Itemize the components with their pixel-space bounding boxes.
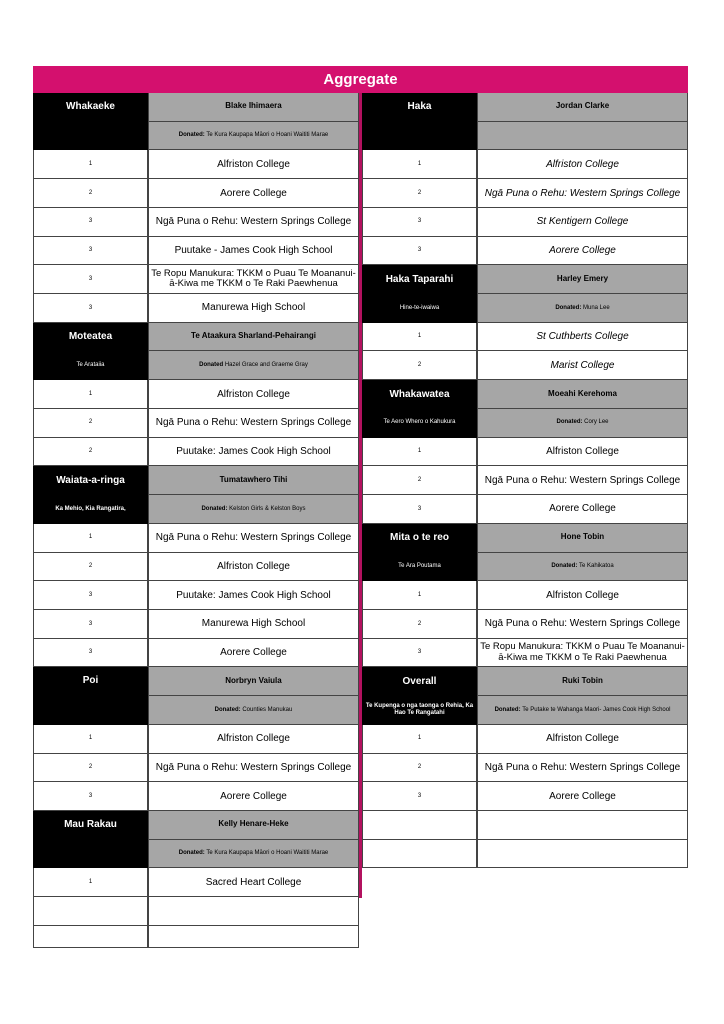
award-recipient: Ruki Tobin bbox=[477, 667, 688, 696]
result-row bbox=[362, 610, 688, 639]
empty-row bbox=[33, 897, 359, 926]
result-row bbox=[362, 754, 688, 783]
category-header bbox=[33, 811, 359, 840]
category-header bbox=[33, 323, 359, 352]
donated-label: Donated: bbox=[551, 563, 578, 570]
result-row bbox=[33, 610, 359, 639]
donor-name: Te Putake te Wahanga Maori- James Cook High School bbox=[522, 706, 671, 713]
placing: 2 bbox=[33, 754, 148, 783]
school-name: Te Ropu Manukura: TKKM o Puau Te Moananui-ā-Kiwa me TKKM o Te Raki Paewhenua bbox=[148, 265, 359, 294]
empty-row bbox=[362, 840, 688, 869]
item-name: Te Aero Whero o Kahukura bbox=[362, 409, 477, 438]
result-row bbox=[33, 782, 359, 811]
category-header bbox=[362, 380, 688, 409]
school-name: Puutake - James Cook High School bbox=[148, 237, 359, 266]
placing: 2 bbox=[33, 179, 148, 208]
item-name bbox=[362, 122, 477, 151]
empty-cell bbox=[33, 897, 148, 926]
category-name: Poi bbox=[33, 667, 148, 696]
result-row bbox=[33, 208, 359, 237]
placing: 1 bbox=[33, 524, 148, 553]
placing: 1 bbox=[33, 725, 148, 754]
school-name: Aorere College bbox=[148, 782, 359, 811]
donor-name: Counties Manukau bbox=[242, 706, 293, 713]
school-name: Alfriston College bbox=[148, 380, 359, 409]
award-recipient: Te Ataakura Sharland-Pehairangi bbox=[148, 323, 359, 352]
item-name: Te Ara Poutama bbox=[362, 553, 477, 582]
school-name: Ngā Puna o Rehu: Western Springs College bbox=[148, 524, 359, 553]
school-name: Ngā Puna o Rehu: Western Springs College bbox=[477, 610, 688, 639]
donor bbox=[148, 840, 359, 869]
placing: 3 bbox=[33, 208, 148, 237]
empty-cell bbox=[362, 840, 477, 869]
result-row bbox=[362, 438, 688, 467]
result-row bbox=[362, 323, 688, 352]
donated-label: Donated: bbox=[494, 706, 521, 713]
placing: 1 bbox=[362, 725, 477, 754]
result-row bbox=[362, 639, 688, 668]
category-donor-row bbox=[362, 409, 688, 438]
category-header bbox=[33, 93, 359, 122]
category-name: Mau Rakau bbox=[33, 811, 148, 840]
donor bbox=[148, 122, 359, 151]
placing: 1 bbox=[362, 323, 477, 352]
donor-name: Te Kura Kaupapa Māori o Hoani Waititi Marae bbox=[206, 850, 329, 857]
category-donor-row bbox=[33, 351, 359, 380]
school-name: Marist College bbox=[477, 351, 688, 380]
item-name: Ka Mehio, Kia Rangatira, bbox=[33, 495, 148, 524]
placing: 3 bbox=[362, 639, 477, 668]
category-name: Moteatea bbox=[33, 323, 148, 352]
item-name: Hine-te-iwaiwa bbox=[362, 294, 477, 323]
donated-label: Donated bbox=[199, 362, 224, 369]
placing: 2 bbox=[362, 466, 477, 495]
school-name: St Kentigern College bbox=[477, 208, 688, 237]
award-recipient: Blake Ihimaera bbox=[148, 93, 359, 122]
donated-label: Donated: bbox=[178, 850, 205, 857]
item-name bbox=[33, 122, 148, 151]
school-name: Aorere College bbox=[477, 782, 688, 811]
result-row bbox=[362, 179, 688, 208]
school-name: Manurewa High School bbox=[148, 294, 359, 323]
page-title: Aggregate bbox=[33, 66, 688, 93]
school-name: Ngā Puna o Rehu: Western Springs College bbox=[477, 466, 688, 495]
result-row bbox=[362, 351, 688, 380]
donated-label: Donated: bbox=[178, 132, 205, 139]
placing: 2 bbox=[362, 754, 477, 783]
placing: 2 bbox=[362, 179, 477, 208]
category-header bbox=[362, 93, 688, 122]
donated-label: Donated: bbox=[555, 304, 582, 311]
school-name: Aorere College bbox=[148, 179, 359, 208]
school-name: Alfriston College bbox=[148, 150, 359, 179]
empty-row bbox=[362, 811, 688, 840]
category-name: Whakaeke bbox=[33, 93, 148, 122]
empty-cell bbox=[362, 811, 477, 840]
school-name: Manurewa High School bbox=[148, 610, 359, 639]
donor bbox=[477, 409, 688, 438]
award-recipient: Jordan Clarke bbox=[477, 93, 688, 122]
school-name: Aorere College bbox=[477, 237, 688, 266]
category-donor-row bbox=[362, 696, 688, 725]
placing: 3 bbox=[33, 265, 148, 294]
result-row bbox=[33, 524, 359, 553]
category-donor-row bbox=[33, 696, 359, 725]
placing: 1 bbox=[362, 438, 477, 467]
empty-cell bbox=[148, 897, 359, 926]
category-donor-row bbox=[33, 122, 359, 151]
award-recipient: Hone Tobin bbox=[477, 524, 688, 553]
school-name: Ngā Puna o Rehu: Western Springs College bbox=[148, 409, 359, 438]
donor-name: Te Kahikatoa bbox=[578, 563, 614, 570]
result-row bbox=[362, 782, 688, 811]
category-donor-row bbox=[362, 294, 688, 323]
placing: 2 bbox=[362, 610, 477, 639]
right-results-column bbox=[362, 93, 688, 868]
donor bbox=[148, 495, 359, 524]
award-recipient: Norbryn Vaiula bbox=[148, 667, 359, 696]
category-header bbox=[362, 524, 688, 553]
school-name: Alfriston College bbox=[477, 725, 688, 754]
result-row bbox=[362, 237, 688, 266]
category-donor-row bbox=[362, 553, 688, 582]
placing: 3 bbox=[33, 610, 148, 639]
donor-name: Hazel Grace and Graeme Gray bbox=[224, 362, 308, 369]
empty-row bbox=[33, 926, 359, 948]
category-name: Haka bbox=[362, 93, 477, 122]
result-row bbox=[33, 581, 359, 610]
category-name: Whakawatea bbox=[362, 380, 477, 409]
item-name bbox=[33, 840, 148, 869]
placing: 2 bbox=[33, 553, 148, 582]
award-recipient: Moeahi Kerehoma bbox=[477, 380, 688, 409]
category-header bbox=[33, 667, 359, 696]
school-name: Alfriston College bbox=[477, 438, 688, 467]
placing: 1 bbox=[33, 868, 148, 897]
donor bbox=[148, 351, 359, 380]
school-name: Ngā Puna o Rehu: Western Springs College bbox=[477, 754, 688, 783]
category-header bbox=[362, 667, 688, 696]
donated-label: Donated: bbox=[214, 706, 241, 713]
school-name: Te Ropu Manukura: TKKM o Puau Te Moananui-ā-Kiwa me TKKM o Te Raki Paewhenua bbox=[477, 639, 688, 668]
placing: 2 bbox=[33, 438, 148, 467]
placing: 1 bbox=[33, 380, 148, 409]
placing: 2 bbox=[33, 409, 148, 438]
result-row bbox=[33, 179, 359, 208]
school-name: St Cuthberts College bbox=[477, 323, 688, 352]
result-row bbox=[33, 725, 359, 754]
school-name: Aorere College bbox=[477, 495, 688, 524]
donor bbox=[477, 696, 688, 725]
result-row bbox=[33, 265, 359, 294]
category-name: Waiata-a-ringa bbox=[33, 466, 148, 495]
empty-cell bbox=[477, 811, 688, 840]
placing: 3 bbox=[33, 782, 148, 811]
item-name bbox=[33, 696, 148, 725]
result-row bbox=[33, 294, 359, 323]
donor-name: Kelston Girls & Kelston Boys bbox=[229, 505, 306, 512]
result-row bbox=[33, 754, 359, 783]
placing: 3 bbox=[362, 208, 477, 237]
result-row bbox=[362, 150, 688, 179]
result-row bbox=[362, 581, 688, 610]
left-results-column bbox=[33, 93, 359, 948]
school-name: Ngā Puna o Rehu: Western Springs College bbox=[148, 754, 359, 783]
category-name: Overall bbox=[362, 667, 477, 696]
result-row bbox=[33, 553, 359, 582]
result-row bbox=[33, 409, 359, 438]
result-row bbox=[362, 725, 688, 754]
school-name: Alfriston College bbox=[148, 553, 359, 582]
award-recipient: Kelly Henare-Heke bbox=[148, 811, 359, 840]
category-header bbox=[362, 265, 688, 294]
category-header bbox=[33, 466, 359, 495]
placing: 3 bbox=[33, 237, 148, 266]
category-name: Haka Taparahi bbox=[362, 265, 477, 294]
school-name: Ngā Puna o Rehu: Western Springs College bbox=[477, 179, 688, 208]
donated-label: Donated: bbox=[556, 419, 583, 426]
result-row bbox=[33, 438, 359, 467]
empty-cell bbox=[148, 926, 359, 948]
placing: 1 bbox=[33, 150, 148, 179]
placing: 1 bbox=[362, 150, 477, 179]
empty-cell bbox=[477, 840, 688, 869]
category-donor-row bbox=[362, 122, 688, 151]
placing: 3 bbox=[33, 581, 148, 610]
donor bbox=[477, 122, 688, 151]
result-row bbox=[33, 150, 359, 179]
award-recipient: Harley Emery bbox=[477, 265, 688, 294]
result-row bbox=[33, 868, 359, 897]
placing: 3 bbox=[33, 294, 148, 323]
award-recipient: Tumatawhero Tihi bbox=[148, 466, 359, 495]
placing: 2 bbox=[362, 351, 477, 380]
result-row bbox=[362, 495, 688, 524]
item-name: Te Arataiia bbox=[33, 351, 148, 380]
category-donor-row bbox=[33, 840, 359, 869]
donor-name: Te Kura Kaupapa Māori o Hoani Waititi Marae bbox=[206, 132, 329, 139]
placing: 3 bbox=[362, 495, 477, 524]
school-name: Alfriston College bbox=[148, 725, 359, 754]
school-name: Sacred Heart College bbox=[148, 868, 359, 897]
result-row bbox=[33, 639, 359, 668]
donor bbox=[148, 696, 359, 725]
empty-cell bbox=[33, 926, 148, 948]
donor-name: Muna Lee bbox=[582, 304, 610, 311]
school-name: Alfriston College bbox=[477, 581, 688, 610]
donated-label: Donated: bbox=[201, 505, 228, 512]
donor-name: Cory Lee bbox=[584, 419, 609, 426]
school-name: Alfriston College bbox=[477, 150, 688, 179]
school-name: Aorere College bbox=[148, 639, 359, 668]
school-name: Puutake: James Cook High School bbox=[148, 581, 359, 610]
item-name: Te Kupenga o nga taonga o Rehia, Ka Hao Te Rangatahi bbox=[362, 696, 477, 725]
result-row bbox=[33, 380, 359, 409]
placing: 1 bbox=[362, 581, 477, 610]
donor bbox=[477, 294, 688, 323]
donor bbox=[477, 553, 688, 582]
result-row bbox=[33, 237, 359, 266]
school-name: Puutake: James Cook High School bbox=[148, 438, 359, 467]
result-row bbox=[362, 466, 688, 495]
placing: 3 bbox=[362, 782, 477, 811]
placing: 3 bbox=[33, 639, 148, 668]
category-donor-row bbox=[33, 495, 359, 524]
placing: 3 bbox=[362, 237, 477, 266]
school-name: Ngā Puna o Rehu: Western Springs College bbox=[148, 208, 359, 237]
result-row bbox=[362, 208, 688, 237]
category-name: Mita o te reo bbox=[362, 524, 477, 553]
